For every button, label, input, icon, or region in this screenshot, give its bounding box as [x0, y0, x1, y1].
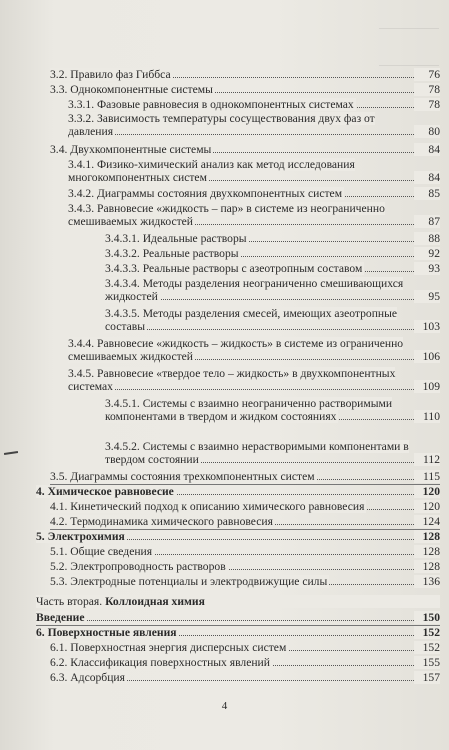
toc-entry[interactable]: 3.4.3.1. Идеальные растворы 88: [105, 232, 440, 245]
toc-entry[interactable]: 3.4.5.1. Системы с взаимно неограниченно растворимыми компонентами в твердом и жидком состояниях 110: [105, 397, 440, 424]
toc-chapter[interactable]: 4. Химическое равновесие 120: [36, 485, 440, 498]
toc-entry[interactable]: 5.1. Общие сведения 128: [50, 545, 440, 558]
bleed-through-text: [379, 28, 439, 66]
toc-entry[interactable]: 3.4. Двухкомпонентные системы 84: [50, 143, 440, 156]
toc-entry[interactable]: 3.4.3. Равновесие «жидкость – пар» в системе из неограниченно смешиваемых жидкостей 87: [68, 202, 440, 229]
toc-entry[interactable]: 3.4.5. Равновесие «твердое тело – жидкость» в двухкомпонентных системах 109: [68, 367, 440, 394]
toc-entry[interactable]: 3.3.2. Зависимость температуры сосуществования двух фаз от давления 80: [68, 112, 440, 139]
toc-entry[interactable]: 3.4.1. Физико-химический анализ как метод исследования многокомпонентных систем 84: [68, 158, 440, 185]
toc-chapter[interactable]: 5. Электрохимия 128: [36, 530, 440, 543]
toc-entry[interactable]: 3.4.3.4. Методы разделения неограниченно смешивающихся жидкостей 95: [105, 277, 440, 304]
toc-entry[interactable]: 3.4.4. Равновесие «жидкость – жидкость» в системе из ограниченно смешиваемых жидкостей 106: [68, 337, 440, 364]
toc-entry[interactable]: 4.2. Термодинамика химического равновесия 124: [50, 515, 440, 528]
page-number: 4: [221, 700, 228, 712]
toc-entry[interactable]: 3.4.2. Диаграммы состояния двухкомпонентных систем 85: [68, 187, 440, 200]
toc-entry[interactable]: 4.1. Кинетический подход к описанию химического равновесия 120: [50, 500, 440, 513]
toc-entry[interactable]: 3.4.5.2. Системы с взаимно нерастворимыми компонентами в твердом состоянии 112: [105, 440, 440, 467]
toc-entry[interactable]: 3.3. Однокомпонентные системы 78: [50, 83, 440, 96]
toc-entry[interactable]: 3.4.3.2. Реальные растворы 92: [105, 247, 440, 260]
toc-entry[interactable]: 3.4.3.5. Методы разделения смесей, имеющих азеотропные составы 103: [105, 307, 440, 334]
toc-chapter[interactable]: Введение 150: [36, 611, 440, 624]
toc-entry[interactable]: 3.4.3.3. Реальные растворы с азеотропным составом 93: [105, 262, 440, 275]
toc-entry[interactable]: 6.3. Адсорбция 157: [50, 671, 440, 684]
toc-entry[interactable]: 3.2. Правило фаз Гиббса 76: [50, 68, 440, 81]
pencil-mark: [4, 451, 18, 455]
toc-entry[interactable]: 5.2. Электропроводность растворов 128: [50, 560, 440, 573]
toc-entry[interactable]: 5.3. Электродные потенциалы и электродвижущие силы 136: [50, 575, 440, 588]
toc-chapter[interactable]: 6. Поверхностные явления 152: [36, 626, 440, 639]
toc-part-heading[interactable]: Часть вторая. Коллоидная химия: [36, 595, 440, 608]
toc-entry[interactable]: 3.3.1. Фазовые равновесия в однокомпонентных системах 78: [68, 98, 440, 111]
toc-entry[interactable]: 6.1. Поверхностная энергия дисперсных систем 152: [50, 641, 440, 654]
toc-entry[interactable]: 6.2. Классификация поверхностных явлений 155: [50, 656, 440, 669]
toc-entry[interactable]: 3.5. Диаграммы состояния трехкомпонентных систем 115: [50, 470, 440, 483]
